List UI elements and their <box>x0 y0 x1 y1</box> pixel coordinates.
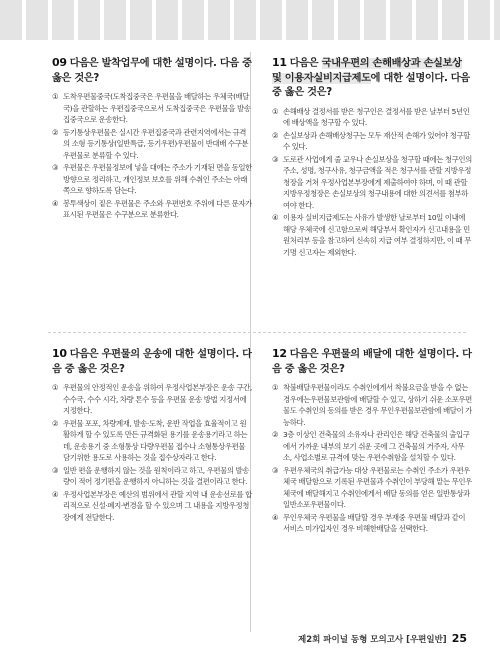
q9-option-2-text: 등기통상우편물은 실시간 우편집중국과 관련지역에서는 규격의 소형 등기통상(일반특급, 등기우편)우편물이 반대배 수구분 우편물로 분류할 수 있다. <box>63 127 249 160</box>
q12-option-1-text: 착불배달우편물이라도 수취인에게서 착불요금을 받을 수 없는 경우에는우편물보관함에 배달할 수 있고, 상하기 쉬운 소포우편물도 수취인의 동의를 받은 경우 무인우편물보관함에 배달이 가능하다. <box>283 383 472 427</box>
q10-option-3-mark: ③ <box>52 465 59 475</box>
question-09-stem <box>52 56 252 86</box>
footer-title: 제2회 파이널 동형 모의고사 [우편일반] <box>298 635 447 645</box>
q10-option-2-text: 우편물 포포, 차량계재, 발송·도착, 운반 작업을 효율적이고 원활하게 할 수 있도록 만든 규격화된 용기를 운송용기라고 하는데, 운송용기 중 소형통상 다량우편물 접수나 소형통상우편물 담기위한 용도로 사용하는 것을 접수상자라고 한다. <box>63 418 248 462</box>
q12-option-3[interactable] <box>272 465 472 511</box>
q9-option-4[interactable] <box>52 198 252 221</box>
question-11-highlight: 국내우편의 손해배상과 손실보상 및 이용자실비지급제도 <box>272 58 462 84</box>
q11-option-1-text: 손해배상 결정서를 받은 청구인은 결정서를 받은 날부터 5년인에 배상액을 청구할 수 있다. <box>283 106 470 127</box>
page-number: 25 <box>451 632 467 645</box>
question-11-text-post: 에 대한 설명이다. 다음 중 옳은 것은? <box>272 72 470 98</box>
q9-option-1-text: 도착우편물중국(도착집중국은 우편물을 배달하는 우체국(배달국)을 관할하는 우편집중국으로서 도착집중국은 우편물을 발송집중국으로 운송한다. <box>63 92 251 124</box>
q10-option-1-mark: ① <box>52 383 59 392</box>
q11-option-2-mark: ② <box>272 130 279 140</box>
q11-option-1-mark: ① <box>272 106 279 116</box>
q11-option-4-mark: ④ <box>272 213 279 222</box>
question-12-text: 다음은 우편물의 배달에 대한 설명이다. 다음 중 옳은 것은? <box>272 349 472 375</box>
q9-option-2-mark: ② <box>52 127 59 137</box>
q9-option-3[interactable] <box>52 162 252 197</box>
q10-option-2[interactable] <box>52 418 252 464</box>
question-10-number: 10 <box>52 347 67 360</box>
q11-option-3-mark: ③ <box>272 154 279 164</box>
q12-option-2[interactable] <box>272 429 472 464</box>
q12-option-3-text: 우편우체국의 취급가능 대상 우편물로는 수취인 주소가 우편우체국 배달함으로 기록된 우편물과 수취인이 부당해 맡는 무인우체국에 배달해지고 수취인에게서 배달 동의를 얻은 일반통상과 일반소포우편물이다. <box>283 465 472 509</box>
page-footer <box>298 632 467 645</box>
top-banner-stripe <box>0 0 500 40</box>
q11-option-3[interactable] <box>272 154 472 212</box>
q9-option-1[interactable] <box>52 91 252 126</box>
question-10-stem <box>52 347 252 377</box>
q9-option-4-mark: ④ <box>52 198 59 208</box>
q11-option-4[interactable] <box>272 212 472 258</box>
q11-option-2[interactable] <box>272 130 472 153</box>
q11-option-3-text: 도로관 사업에게 줄 교우나 손실보상을 청구할 때에는 청구인의 주소, 성명, 청구사유, 청구금액을 적은 청구서를 관할 지방우정청장을 거쳐 우정사업본부장에게 제출하여야 하며, 이 때 관할 지방우정청장은 손실보상의 청구내용에 대한 의견서를 첨부하여야 한다. <box>283 154 472 210</box>
q10-option-1-text: 우편물의 안정적인 운송을 위하여 우정사업본부장은 운송 구간, 수수국, 수수 시각, 차량 톤수 등을 우편물 운송 방법 지정서에 지정한다. <box>63 383 252 415</box>
q10-option-1[interactable] <box>52 382 252 417</box>
question-11-text-pre: 다음은 <box>289 58 322 69</box>
q12-option-1[interactable] <box>272 382 472 428</box>
q12-option-3-mark: ③ <box>272 465 279 475</box>
q12-option-2-mark: ② <box>272 430 279 439</box>
q9-option-3-text: 우편물은 우편물정보에 넣을 대에는 주소가 기재된 면을 동일한 방향으로 정리하고, 개인정보 보호를 위해 수취인 주소는 아래쪽으로 향하도록 담는다. <box>63 163 252 195</box>
question-09 <box>52 56 252 222</box>
q10-option-4-mark: ④ <box>52 489 59 499</box>
q10-option-3[interactable] <box>52 465 252 488</box>
question-09-text: 다음은 발착업무에 대한 설명이다. 다음 중 옳은 것은? <box>52 58 252 84</box>
question-10 <box>52 347 252 524</box>
question-12-number: 12 <box>272 347 287 360</box>
question-11-number: 11 <box>272 56 287 69</box>
q9-option-2[interactable] <box>52 127 252 162</box>
q10-option-4[interactable] <box>52 489 252 524</box>
question-11 <box>272 56 472 259</box>
question-12 <box>272 347 472 536</box>
q12-option-4-mark: ④ <box>272 512 279 522</box>
q12-option-4[interactable] <box>272 512 472 535</box>
q11-option-1[interactable] <box>272 106 472 129</box>
q12-option-4-text: 무인우체국 우편물을 배달할 경우 부재중 우편물 배달과 같이 서비스 미가입자인 경우 비해한배달을 선택한다. <box>283 512 466 533</box>
question-11-stem <box>272 56 472 101</box>
q9-option-1-mark: ① <box>52 92 59 101</box>
row-divider <box>48 332 466 333</box>
question-10-text: 다음은 우편물의 운송에 대한 설명이다. 다음 중 옳은 것은? <box>52 349 252 375</box>
q9-option-4-text: 봉투색상이 짙은 우편물은 주소와 우편번호 주위에 다른 문자가 표시된 우편물은 수구분으로 분류한다. <box>63 198 252 219</box>
q10-option-3-text: 일반 편을 운행하지 않는 것을 원칙이라고 하고, 우편물의 발송량이 적어 정기편을 운행하지 아니하는 것을 결편이라고 한다. <box>63 465 250 486</box>
q11-option-4-text: 이용자 실비지급제도는 사유가 발생한 날로부터 10일 이내에 해당 우체국에 신고함으로써 해당부서 확인자가 신고내용을 민원처리부 등을 참고하여 신속히 지급 여부 결정하지만, 이 때 무기명 신고자는 제외한다. <box>283 213 471 257</box>
question-12-stem <box>272 347 472 377</box>
q12-option-1-mark: ① <box>272 383 279 392</box>
q10-option-2-mark: ② <box>52 418 59 428</box>
q10-option-4-text: 우정사업본부장은 예산의 범위에서 관할 지역 내 운송선로를 합리적으로 신설·폐지·변경을 할 수 있으며 그 내용을 지방우정청장에게 전달한다. <box>63 489 252 522</box>
q11-option-2-text: 손실보상과 손해배상청구는 모두 재산적 손해가 있어야 청구할 수 있다. <box>283 130 470 151</box>
q9-option-3-mark: ③ <box>52 163 59 172</box>
question-09-number: 09 <box>52 56 67 69</box>
q12-option-2-text: 3층 이상인 건축물의 소유자나 관리인은 해당 건축물의 출입구에서 가까운 내부의 보기 쉬운 곳에 그 건축물의 거주자, 사무소, 사업소별로 규격에 맞는 우편수취함을 설치할 수 있다. <box>283 430 470 462</box>
